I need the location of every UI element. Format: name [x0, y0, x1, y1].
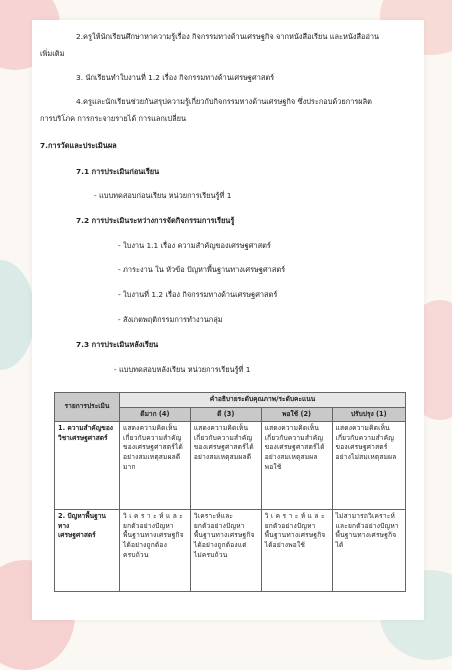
table-cell: แสดงความคิดเห็น เกี่ยวกับความสำคัญ ของเศรษฐศาสตร์ได้ อย่างสมเหตุสมผลดี มาก: [120, 422, 191, 510]
paragraph-2: 2.ครูให้นักเรียนศึกษาหาความรู้เรื่อง กิจกรรมทางด้านเศรษฐกิจ จากหนังสือเรียน และหนังสืออ่าน: [76, 32, 380, 41]
level-header: พอใช้ (2): [261, 407, 332, 422]
row-item-label: 2. ปัญหาพื้นฐาน ทาง เศรษฐศาสตร์: [55, 510, 120, 592]
assessment-item: - ใบงาน 1.1 เรื่อง ความสำคัญของเศรษฐศาสตร์: [118, 241, 271, 250]
floral-decoration: [0, 260, 35, 370]
paragraph-2-cont: เพิ่มเติม: [40, 49, 65, 58]
level-header: ดีมาก (4): [120, 407, 191, 422]
column-header-item: รายการประเมิน: [55, 393, 120, 422]
paragraph-3: 3. นักเรียนทำใบงานที่ 1.2 เรื่อง กิจกรรมทางด้านเศรษฐศาสตร์: [76, 73, 275, 82]
assessment-item: - ภาระงาน ใน หัวข้อ ปัญหาพื้นฐานทางเศรษฐศาสตร์: [118, 265, 286, 274]
table-cell: วิ เ ค ร า ะ ห์ แ ล ะ ยกตัวอย่างปัญหา พื้นฐานทางเศรษฐกิจ ได้อย่างถูกต้อง ครบถ้วน: [120, 510, 191, 592]
pretest-item: - แบบทดสอบก่อนเรียน หน่วยการเรียนรู้ที่ 1: [94, 191, 232, 200]
table-cell: แสดงความคิดเห็น เกี่ยวกับความสำคัญ ของเศรษฐศาสตร์ได้ อย่างสมเหตุสมผล พอใช้: [261, 422, 332, 510]
table-cell: ไม่สามารถวิเคราะห์ และยกตัวอย่างปัญหา พื้นฐานทางเศรษฐกิจ ได้: [332, 510, 405, 592]
posttest-item: - แบบทดสอบหลังเรียน หน่วยการเรียนรู้ที่ 1: [114, 365, 251, 374]
document-page: [32, 20, 424, 620]
section-7-3-heading: 7.3 การประเมินหลังเรียน: [76, 340, 159, 349]
assessment-item: - ใบงานที่ 1.2 เรื่อง กิจกรรมทางด้านเศรษฐศาสตร์: [118, 290, 278, 299]
section-7-2-heading: 7.2 การประเมินระหว่างการจัดกิจกรรมการเรียนรู้: [76, 216, 235, 225]
section-7-heading: 7.การวัดและประเมินผล: [40, 141, 117, 150]
table-cell: แสดงความคิดเห็น เกี่ยวกับความสำคัญ ของเศรษฐศาสตร์ อย่างไม่สมเหตุสมผล: [332, 422, 405, 510]
table-row: [55, 422, 406, 510]
rubric-table: [54, 392, 406, 592]
paragraph-4-cont: การบริโภค การกระจายรายได้ การแลกเปลี่ยน: [40, 114, 187, 123]
row-item-label: 1. ความสำคัญของ วิชาเศรษฐศาสตร์: [55, 422, 120, 510]
table-cell: แสดงความคิดเห็น เกี่ยวกับความสำคัญ ของเศรษฐศาสตร์ได้ อย่างสมเหตุสมผลดี: [190, 422, 261, 510]
paragraph-4: 4.ครูและนักเรียนช่วยกันสรุปความรู้เกี่ยวกับกิจกรรมทางด้านเศรษฐกิจ ซึ่งประกอบด้วยการผลิต: [76, 97, 372, 106]
level-header: ดี (3): [190, 407, 261, 422]
table-row: [55, 510, 406, 592]
section-7-1-heading: 7.1 การประเมินก่อนเรียน: [76, 167, 160, 176]
assessment-item: - สังเกตพฤติกรรมการทำงานกลุ่ม: [118, 315, 223, 324]
level-header: ปรับปรุง (1): [332, 407, 405, 422]
table-cell: วิ เ ค ร า ะ ห์ แ ล ะ ยกตัวอย่างปัญหา พื้นฐานทางเศรษฐกิจ ได้อย่างพอใช้: [261, 510, 332, 592]
table-cell: วิเคราะห์และ ยกตัวอย่างปัญหา พื้นฐานทางเศรษฐกิจ ได้อย่างถูกต้องแต่ ไม่ครบถ้วน: [190, 510, 261, 592]
column-header-group: คำอธิบายระดับคุณภาพ/ระดับคะแนน: [120, 393, 406, 408]
